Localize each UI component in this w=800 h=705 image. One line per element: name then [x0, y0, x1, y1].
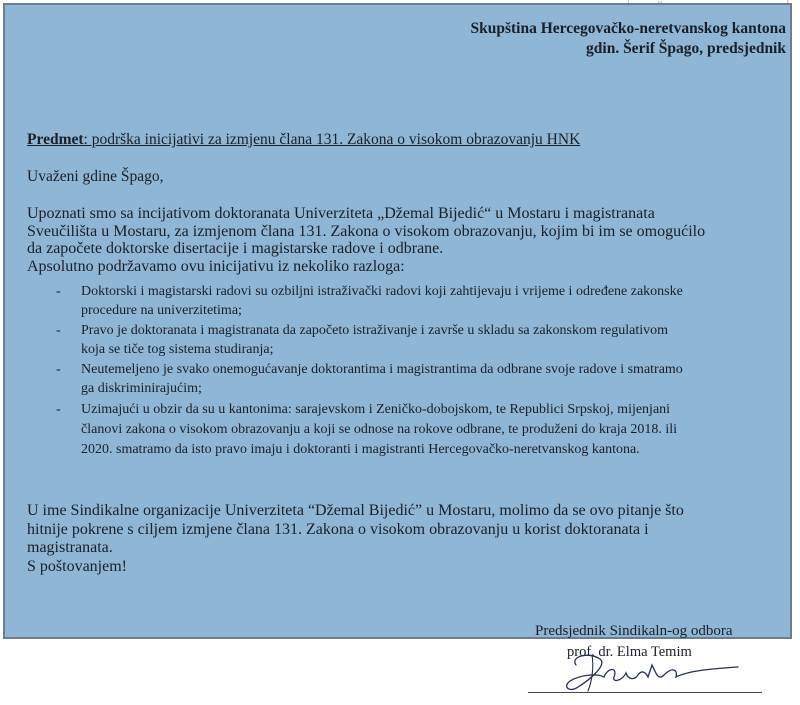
subject-text: : podrška inicijativi za izmjenu člana 131. Zakona o visokom obrazovanju HNK: [83, 131, 581, 148]
list-item-line: Doktorski i magistarski radovi su ozbiljni istraživački radovi koji zahtijevaju i vrijeme i određene zakonske: [81, 284, 683, 299]
list-item-line: Uzimajući u obzir da su u kantonima: sarajevskom i Zeničko-dobojskom, te Republici Srpskoj, mijenjani: [81, 402, 671, 417]
greeting: Uvaženi gdine Špago,: [27, 168, 164, 185]
reasons-list: [56, 283, 776, 460]
recipient-line-1: Skupština Hercegovačko-neretvanskog kantona: [470, 20, 786, 37]
intro-paragraph: [27, 205, 705, 275]
list-item-line: članovi zakona o visokom obrazovanju a koji se odnose na rokove odbrane, te produženi do kraja 2018. ili: [81, 422, 677, 437]
bullet-dash: -: [56, 402, 61, 417]
handwritten-signature: [548, 647, 748, 697]
bullet-dash: -: [56, 284, 61, 299]
list-item: [56, 322, 776, 359]
closing-line: U ime Sindikalne organizacije Univerziteta “Džemal Bijedić” u Mostaru, molimo da se ovo pitanje što: [27, 502, 684, 519]
intro-line: da započete doktorske disertacije i magistarske radove i odbrane.: [27, 240, 444, 257]
bullet-dash: -: [56, 362, 61, 377]
intro-line: Sveučilišta u Mostaru, za izmjenom člana 131. Zakona o visokom obrazovanju, kojim bi im se omogućilo: [27, 222, 706, 240]
subject-line: [27, 131, 580, 149]
closing-line: S poštovanjem!: [27, 557, 127, 575]
recipient-block: [471, 19, 787, 59]
list-item: [56, 400, 776, 460]
list-item-line: procedure na univerzitetima;: [81, 302, 242, 318]
signature-line: [528, 692, 762, 693]
closing-line: magistranata.: [27, 539, 113, 556]
intro-line: Upoznati smo sa incijativom doktoranata Univerziteta „Džemal Bijedić“ u Mostaru i magistranata: [27, 205, 655, 222]
list-item: [56, 361, 776, 398]
recipient-line-2: gdin. Šerif Špago, predsjednik: [586, 40, 786, 57]
closing-paragraph: [27, 502, 684, 576]
intro-line: Apsolutno podržavamo ovu inicijativu iz nekoliko razloga:: [27, 257, 405, 275]
list-item-line: Neutemeljeno je svako onemogućavanje doktorantima i magistrantima da odbrane svoje radove i smatramo: [81, 362, 683, 377]
list-item-line: 2020. smatramo da isto pravo imaju i doktoranti i magistranti Hercegovačko-neretvanskog kantona.: [81, 442, 640, 457]
list-item-line: ga diskriminirajućim;: [81, 380, 202, 396]
subject-label: Predmet: [27, 131, 84, 148]
signatory-title: Predsjednik Sindikaln-og odbora: [535, 623, 733, 639]
closing-line: hitnije pokrene s ciljem izmjene člana 131. Zakona o visokom obrazovanju u korist doktoranata i: [27, 520, 649, 538]
list-item-line: koja se tiče tog sistema studiranja;: [81, 341, 274, 357]
signatory-name: prof. dr. Elma Temim: [567, 644, 692, 660]
list-item: [56, 283, 776, 320]
bullet-dash: -: [56, 323, 61, 338]
list-item-line: Pravo je doktoranata i magistranata da započeto istraživanje i završe u skladu sa zakonskom regulativom: [81, 323, 669, 338]
